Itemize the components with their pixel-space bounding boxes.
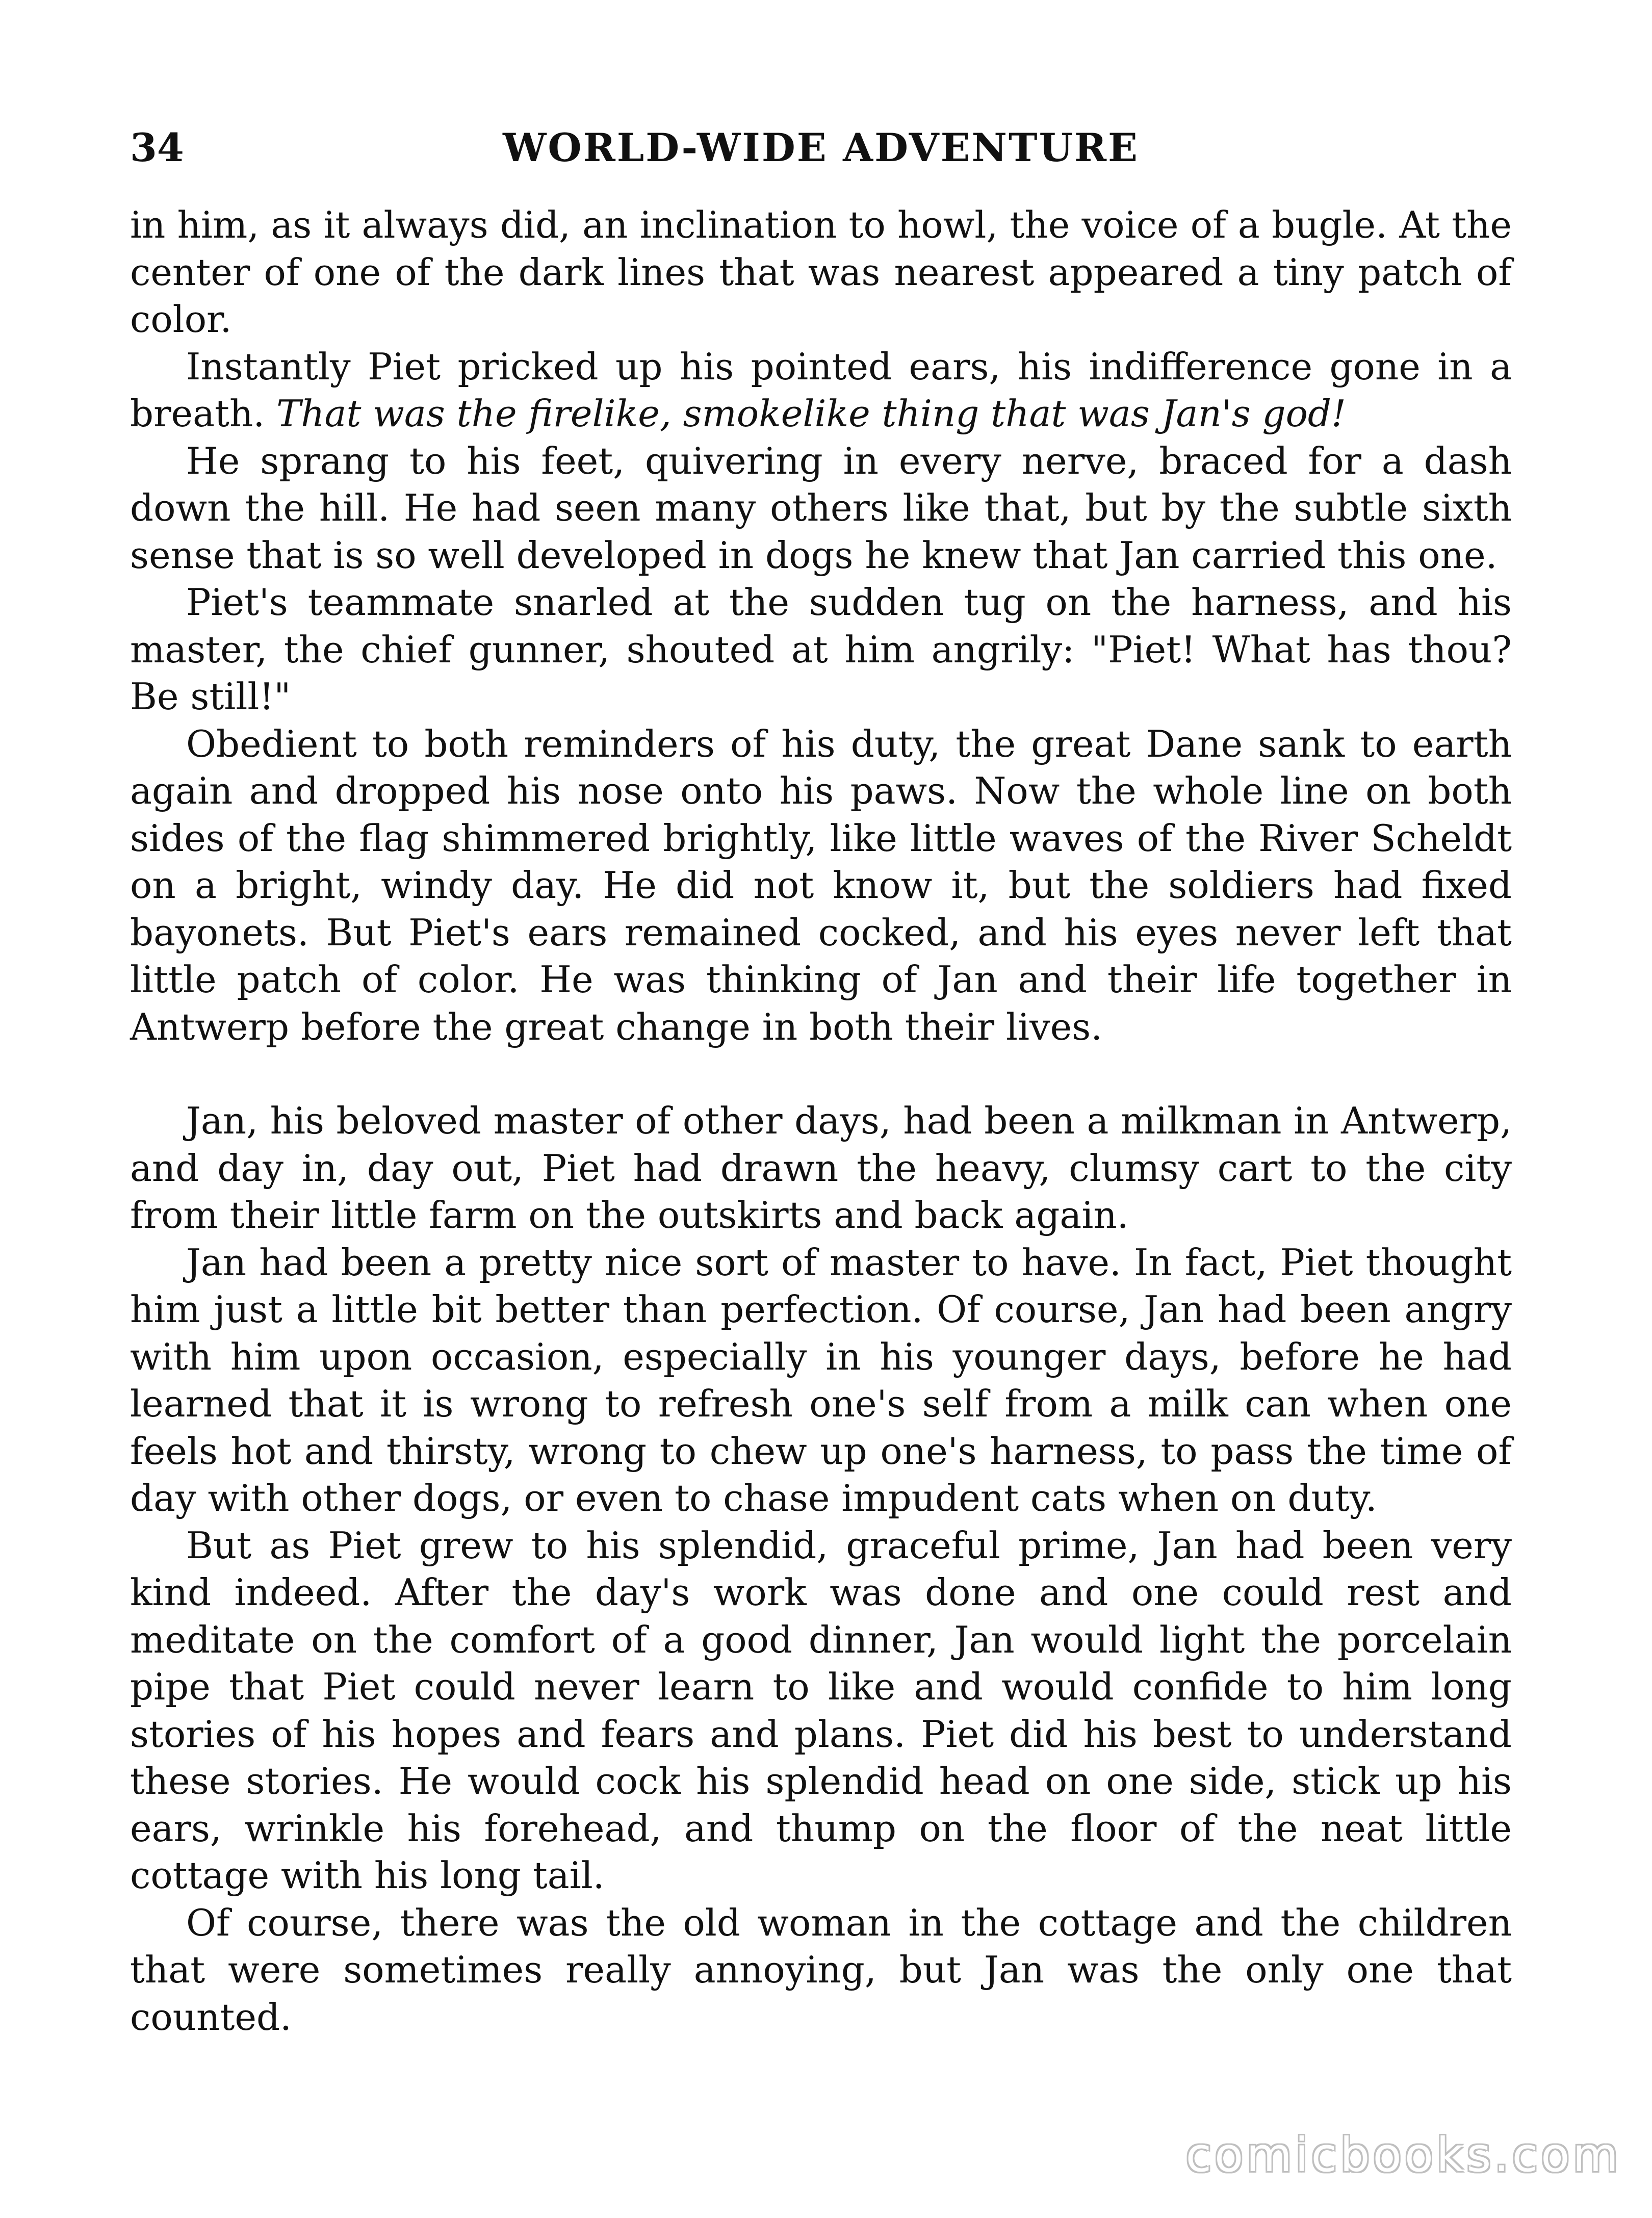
paragraph: Obedient to both reminders of his duty, the great Dane sank to earth again and dropped his nose onto his paws. Now the whole line on both sides of the flag shimmered brightly, like little waves of the River Scheldt on a bright, windy day. He did not know it, but the soldiers had fixed bayonets. But Piet's ears remained cocked, and his eyes never left that little patch of color. He was thinking of Jan and their life together in Antwerp before the great change in both their lives. [130,722,1512,1048]
paragraph-text: Instantly Piet pricked up his pointed ears, his indifference gone in a breath. [130,345,1512,435]
paragraph: in him, as it always did, an inclination to howl, the voice of a bugle. At the center of one of the dark lines that was nearest appeared a tiny patch of color. [130,203,1512,341]
watermark: comicbooks.com [1185,2128,1621,2182]
page-number: 34 [130,125,184,170]
paragraph: Jan had been a pretty nice sort of master to have. In fact, Piet thought him just a little bit better than perfection. Of course, Jan had been angry with him upon occasion, especially in his younger days, before he had learned that it is wrong to refresh one's self from a milk can when one feels hot and thirsty, wrong to chew up one's harness, to pass the time of day with other dogs, or even to chase impudent cats when on duty. [130,1241,1512,1519]
paragraph [130,343,1512,437]
body-text [130,201,1512,2041]
paragraph: Piet's teammate snarled at the sudden tug on the harness, and his master, the chief gunner, shouted at him angrily: "Piet! What has thou? Be still!" [130,581,1512,718]
running-title: WORLD-WIDE ADVENTURE [503,125,1139,170]
paragraph: Jan, his beloved master of other days, had been a milkman in Antwerp, and day in, day out, Piet had drawn the heavy, clumsy cart to the city from their little farm on the outskirts and back again. [130,1099,1512,1236]
paragraph: But as Piet grew to his splendid, graceful prime, Jan had been very kind indeed. After the day's work was done and one could rest and meditate on the comfort of a good dinner, Jan would light the porcelain pipe that Piet could never learn to like and would confide to him long stories of his hopes and fears and plans. Piet did his best to understand these stories. He would cock his splendid head on one side, stick up his ears, wrinkle his forehead, and thump on the floor of the neat little cottage with his long tail. [130,1524,1512,1897]
paragraph: He sprang to his feet, quivering in every nerve, braced for a dash down the hill. He had seen many others like that, but by the subtle sixth sense that is so well developed in dogs he knew that Jan carried this one. [130,439,1512,577]
page-header [130,120,1512,176]
paragraph: Of course, there was the old woman in the cottage and the children that were sometimes really annoying, but Jan was the only one that counted. [130,1901,1512,2039]
italic-passage: That was the firelike, smokelike thing that was Jan's god! [276,392,1346,435]
